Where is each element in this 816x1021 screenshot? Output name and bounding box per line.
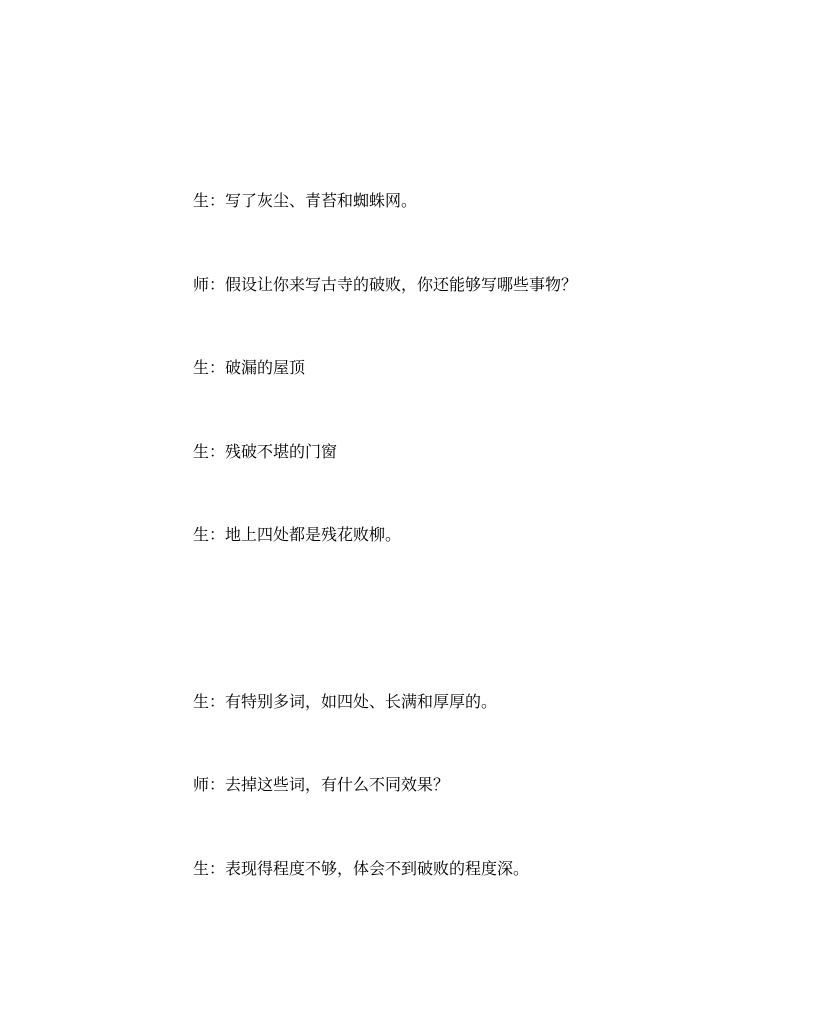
dialogue-line: 师：去掉这些词，有什么不同效果？ <box>193 775 450 794</box>
dialogue-line: 师：假设让你来写古寺的破败，你还能够写哪些事物？ <box>193 275 578 294</box>
dialogue-line: 生：表现得程度不够，体会不到破败的程度深。 <box>193 859 530 878</box>
dialogue-line: 生：有特别多词，如四处、长满和厚厚的。 <box>193 692 498 711</box>
dialogue-line: 生：写了灰尘、青苔和蜘蛛网。 <box>193 191 418 210</box>
dialogue-line: 生：残破不堪的门窗 <box>193 442 338 461</box>
dialogue-line: 生：地上四处都是残花败柳。 <box>193 525 402 544</box>
dialogue-line: 生：破漏的屋顶 <box>193 358 306 377</box>
